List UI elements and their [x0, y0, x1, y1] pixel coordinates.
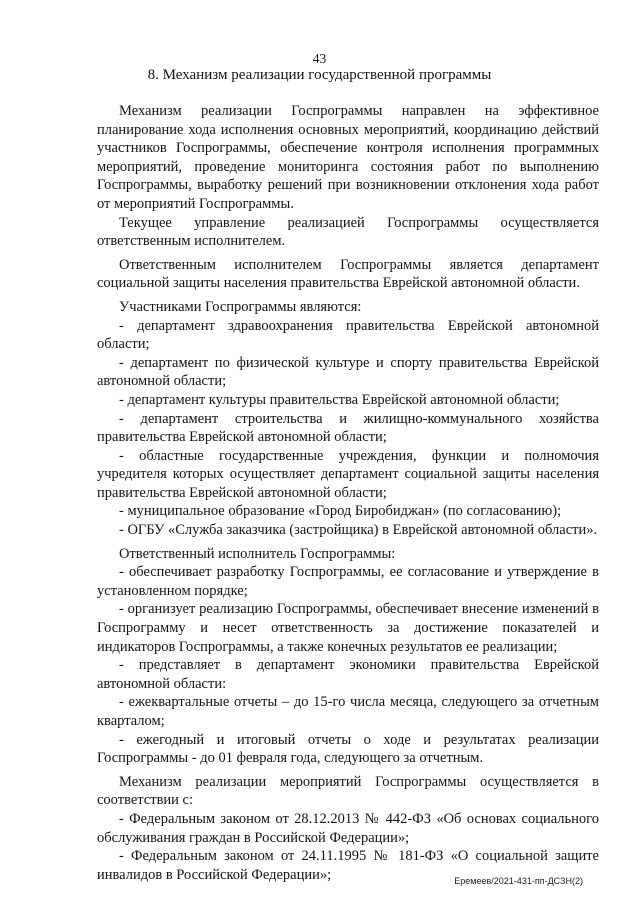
list-item: - организует реализацию Госпрограммы, обеспечивает внесение изменений в Госпрограмму и несет ответственность за достижение показателей и индикаторов Госпрограммы, а также конечных результатов ее реализации;	[97, 601, 599, 655]
list-item: - ОГБУ «Служба заказчика (застройщика) в Еврейской автономной области».	[119, 522, 598, 539]
list-item: - департамент строительства и жилищно-коммунального хозяйства правительства Еврейской автономной области;	[97, 410, 599, 446]
list-item: - представляет в департамент экономики правительства Еврейской автономной области:	[97, 657, 599, 692]
paragraph: Участниками Госпрограммы являются:	[119, 298, 362, 315]
paragraph: Текущее управление реализацией Госпрограммы осуществляется ответственным исполнителем.	[97, 214, 599, 250]
list-item: - областные государственные учреждения, функции и полномочия учредителя которых осуществляет департамент социальной защиты населения правительства Еврейской автономной области;	[97, 447, 599, 501]
paragraph: Механизм реализации мероприятий Госпрограммы осуществляется в соответствии с:	[97, 773, 599, 809]
paragraph: Механизм реализации Госпрограммы направлен на эффективное планирование хода исполнения основных мероприятий, координацию действий участников Госпрограммы, обеспечение контроля исполнения программных мероприятий, проведение мониторинга состояния работ по выполнению Госпрограммы, выработку решений при возникновении отклонения хода работ от мероприятий Госпрограммы.	[97, 103, 599, 212]
section-title: 8. Механизм реализации государственной программы	[147, 67, 492, 83]
list-item: - муниципальное образование «Город Биробиджан» (по согласованию);	[119, 503, 562, 520]
list-item: - ежеквартальные отчеты – до 15-го числа месяца, следующего за отчетным кварталом;	[97, 694, 599, 729]
list-item: - департамент по физической культуре и спорту правительства Еврейской автономной области;	[97, 354, 599, 390]
list-item: - Федеральным законом от 24.11.1995 № 181-ФЗ «О социальной защите инвалидов в Российской Федерации»;	[97, 848, 599, 883]
paragraph: Ответственный исполнитель Госпрограммы:	[119, 545, 396, 562]
footer-document-code: Еремеев/2021-431-пп-ДСЗН(2)	[454, 876, 583, 886]
page-number: 43	[312, 51, 327, 66]
paragraph: Ответственным исполнителем Госпрограммы является департамент социальной защиты населения правительства Еврейской автономной области.	[97, 256, 599, 292]
list-item: - Федеральным законом от 28.12.2013 № 442-ФЗ «Об основах социального обслуживания граждан в Российской Федерации»;	[97, 810, 599, 846]
list-item: - ежегодный и итоговый отчеты о ходе и результатах реализации Госпрограммы - до 01 февраля года, следующего за отчетным.	[97, 731, 599, 767]
document-body	[97, 102, 599, 884]
list-item: - департамент здравоохранения правительства Еврейской автономной области;	[97, 317, 599, 353]
list-item: - департамент культуры правительства Еврейской автономной области;	[119, 391, 560, 408]
list-item: - обеспечивает разработку Госпрограммы, ее согласование и утверждение в установленном порядке;	[97, 564, 599, 599]
